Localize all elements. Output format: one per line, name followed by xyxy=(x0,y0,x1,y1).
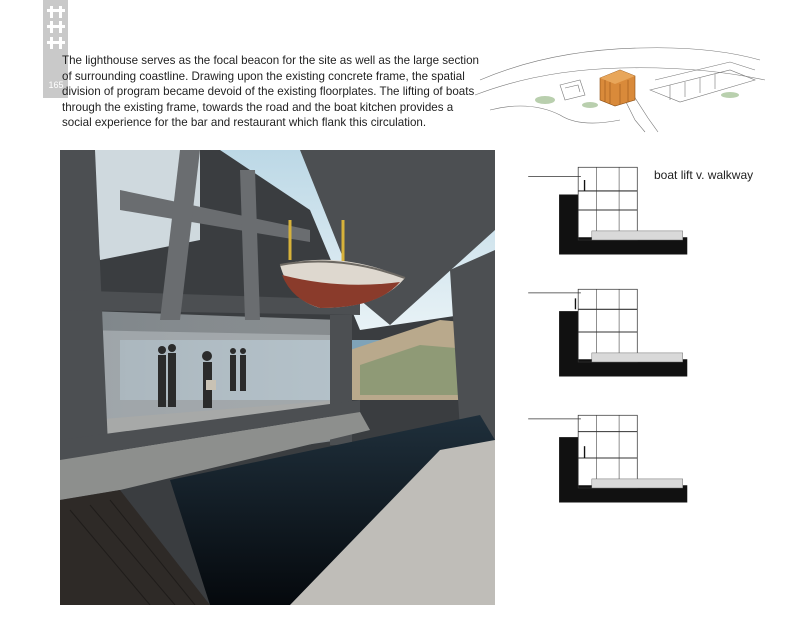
section-caption: boat lift v. walkway xyxy=(654,168,754,182)
boat-lift-interior-render xyxy=(60,150,495,605)
site-plan-axonometric xyxy=(470,40,770,135)
intro-paragraph: The lighthouse serves as the focal beacon for the site as well as the large section of surrounding coastline. Drawing upon the existing concrete frame, the spatial division of program became devoid of the existing floorplates. The lifting of boats through the existing frame, towards the road and the boat kitchen provides a social experience for the bar and restaurant which flank this circulation. xyxy=(62,54,479,129)
grid-cross-icon xyxy=(46,6,66,56)
section-drawing-3 xyxy=(520,408,700,508)
section-drawing-2 xyxy=(520,282,700,382)
page-number: 165 xyxy=(48,80,64,90)
